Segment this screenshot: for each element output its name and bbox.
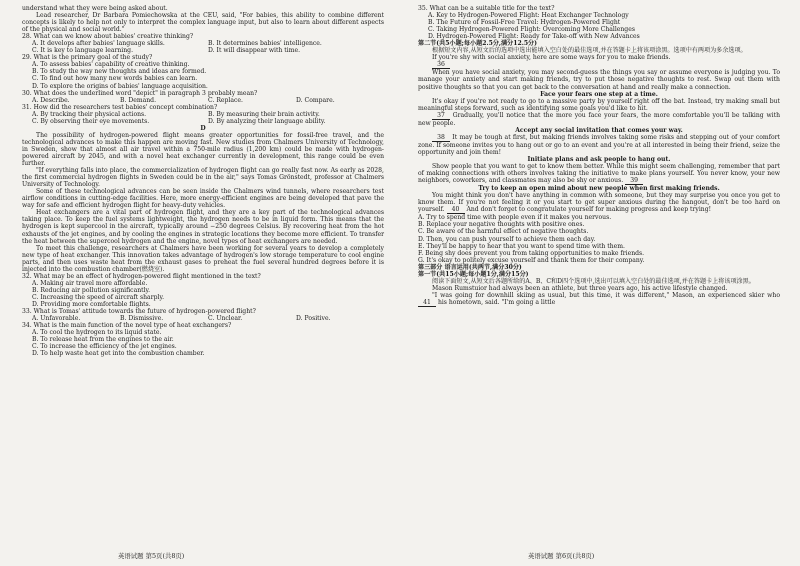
paragraph: Lead researcher, Dr Barbara Pomiechowska at the CEU, said, "For babies, this ability to combine different concepts is likely to help not only to interpret the complex language input, but also to learn about different aspects of the physical and social world." [22, 12, 384, 34]
options-row [22, 315, 384, 322]
right-column [418, 5, 780, 307]
paragraph-text: And don't forget to congratulate yourself for making progress and keep trying! [466, 206, 712, 214]
option: D. Compare. [296, 96, 335, 104]
passage-letter: D [200, 124, 206, 132]
option: A. To cool the hydrogen to its liquid state. [32, 329, 162, 337]
option: B. Reducing air pollution significantly. [32, 286, 151, 294]
option: A. Unfavorable. [32, 315, 81, 323]
option: B. Dismissive. [120, 315, 164, 323]
paragraph: If you're shy with social anxiety, here are some ways for you to make friends. [432, 54, 671, 62]
paragraph: It's okay if you're not ready to go to a massive party by yourself right off the bat. Instead, try making small but meaningful steps forward, such as identifying some goals you'd like to hit. [418, 97, 780, 112]
option-e: E. They'll be happy to hear that you want to spend time with them. [418, 242, 625, 250]
option: D. To explore the origins of babies' language acquisition. [32, 82, 208, 90]
question-29: 29. What is the primary goal of the study? [22, 54, 153, 62]
option: C. It is key to language learning. [32, 47, 134, 55]
question-31: 31. How did the researchers test babies' concept combination? [22, 103, 218, 111]
question-33: 33. What is Tomas' attitude towards the future of hydrogen-powered flight? [22, 308, 256, 316]
option: B. By measuring their brain activity. [208, 110, 320, 118]
paragraph: understand what they were being asked about. [22, 5, 168, 12]
part-heading: 第三部分 语言运用(共两节,满分30分) [418, 263, 522, 271]
option: C. Replace. [208, 96, 243, 104]
paragraph-text: "I was going for downhill skiing as usual, but this time, it was different," Mason, an experienced skier who [432, 291, 780, 299]
option: B. To release heat from the engines to the air. [32, 336, 174, 344]
paragraph [418, 134, 780, 156]
option: B. The Future of Fossil-Free Travel: Hydrogen-Powered Flight [428, 19, 621, 27]
option: A. Making air travel more affordable. [32, 279, 148, 287]
instructions: 阅读下面短文,从短文后各题所给的A、B、C和D四个选项中,选出可以填入空白处的最佳选项,并在答题卡上将该项涂黑。 [432, 277, 755, 285]
option-f: F. Being shy does prevent you from taking opportunities to make friends. [418, 249, 645, 257]
subheading: Try to keep an open mind about new people when first making friends. [478, 185, 720, 193]
option: B. It determines babies' intelligence. [208, 40, 322, 48]
question-35: 35. What can be a suitable title for the text? [418, 5, 555, 12]
paragraph-text: You might think you don't have anything in common with someone, but they may surprise you once you get to know them. If you're not feeling it or you start to get super anxious during the hangout, don't be too hard on yourself. [418, 192, 780, 214]
option: A. Describe. [32, 96, 70, 104]
option: A. By tracking their physical actions. [32, 110, 147, 118]
paragraph: Heat exchangers are a vital part of hydrogen flight, and they are a key part of the technological advances taking place. To keep the fuel systems lightweight, the hydrogen needs to be in liquid form. This means that the hydrogen is kept supercool in the aircraft, typically around −250 degrees Celsius. By recovering heat from the hot exhausts of the jet engines, and by cooling the engines in strategic locations they become more efficient. To transfer the heat between the supercool hydrogen and the engine, novel types of heat exchangers are needed. [22, 209, 384, 245]
option: D. It will disappear with time. [208, 47, 301, 55]
option-a: A. Try to spend time with people even if it makes you nervous. [418, 214, 612, 222]
question-32: 32. What may be an effect of hydrogen-powered flight mentioned in the text? [22, 272, 261, 280]
option: C. By observing their eye movements. [32, 117, 150, 125]
option: D. Hydrogen-Powered Flight: Ready for Take-off with New Advances [428, 33, 640, 41]
option: C. Increasing the speed of aircraft sharply. [32, 293, 165, 301]
options-row [22, 40, 384, 47]
options-row [22, 111, 384, 118]
option: B. To study the way new thoughts and ideas are formed. [32, 68, 207, 76]
paragraph-text: Show people that you want to get to know them better. While this might seem challenging, remember that part of making connections with others involves taking the initiative to make plans yourself. You never know, your new neighbors, coworkers, and classmates may also be shy or anxious. [418, 163, 780, 185]
paragraph [418, 163, 780, 185]
option: D. Positive. [296, 315, 331, 323]
option: C. Unclear. [208, 315, 243, 323]
option: C. Taking Hydrogen-Powered Flight: Overcoming More Challenges [428, 26, 635, 34]
paragraph: To meet this challenge, researchers at Chalmers have been working for several years to develop a completely new type of heat exchanger. This innovation takes advantage of hydrogen's low storage temperature to cool engine parts, and then uses waste heat from the exhaust gases to preheat the fuel several hundred degrees before it is injected into the combustion chamber(燃烧室). [22, 244, 384, 273]
question-30: 30. What does the underlined word "depict" in paragraph 3 probably mean? [22, 89, 258, 97]
subheading: Face your fears one step at a time. [540, 90, 658, 98]
paragraph [418, 292, 780, 307]
option: D. By analyzing their language ability. [208, 117, 326, 125]
subheading: Initiate plans and ask people to hang out. [527, 155, 671, 163]
blank-line [418, 61, 780, 69]
paragraph [418, 192, 780, 214]
left-column [22, 5, 384, 357]
paragraph-text: It may be tough at first, but making friends involves taking some risks and stepping out of your comfort zone. If someone invites you to hang out or go to an event and you're at all interested in being their friend, seize the opportunity and join them! [418, 133, 780, 156]
blank-36: 36 [432, 61, 450, 69]
options-row [22, 47, 384, 54]
option: A. Key to Hydrogen-Powered Flight: Heat Exchanger Technology [428, 12, 629, 20]
section-heading: 第一节(共15小题;每小题1分,满分15分) [418, 270, 529, 278]
blank-39: 39 [625, 177, 643, 185]
page-footer-left: 英语试题 第5页(共8页) [118, 552, 185, 560]
question-34: 34. What is the main function of the novel type of heat exchangers? [22, 322, 232, 330]
options-row [22, 97, 384, 104]
option-c: C. Be aware of the harmful effect of negative thoughts. [418, 228, 589, 236]
paragraph-text: his hometown, said. "I'm going a little [437, 298, 556, 306]
blank-37: 37 [432, 112, 450, 120]
option: D. Providing more comfortable flights. [32, 300, 151, 308]
paragraph: Mason Rumstuior had always been an athlete, but three years ago, his active lifestyle changed. [432, 284, 728, 292]
option-d: D. Then, you can push yourself to achieve them each day. [418, 235, 596, 243]
paragraph-text: Gradually, you'll notice that the more you face your fears, the more comfortable you'll be talking with new people. [418, 111, 780, 127]
option: D. To help waste heat get into the combustion chamber. [32, 350, 205, 358]
paragraph: "If everything falls into place, the commercialization of hydrogen flight can go really fast now. As early as 2028, the first commercial hydrogen flights in Sweden could be in the air," says Tomas Grönstedt, professor at Chalmers University of Technology. [22, 167, 384, 189]
blank-40: 40 [447, 206, 465, 214]
option: B. Demand. [120, 96, 157, 104]
subheading: Accept any social invitation that comes your way. [515, 126, 683, 134]
option: C. To find out how many new words babies can learn. [32, 75, 198, 83]
blank-38: 38 [432, 134, 450, 142]
instructions: 根据短文内容,从短文后的选项中选出能填入空白处的最佳选项,并在答题卡上将该项涂黑。选项中有两项为多余选项。 [432, 47, 747, 55]
question-28: 28. What can we know about babies' creative thinking? [22, 33, 194, 41]
option-g: G. It's okay to politely excuse yourself and thank them for their company. [418, 256, 645, 264]
option: A. To assess babies' capability of creative thinking. [32, 61, 190, 69]
paragraph: When you have social anxiety, you may second-guess the things you say or assume everyone is judging you. To manage your anxiety and start making friends, try to put those negative thoughts to rest. Swap out them with positive thoughts so that you can get back to the conversation at hand and really make a connection. [418, 69, 780, 91]
option-b: B. Replace your negative thoughts with positive ones. [418, 221, 585, 229]
blank-41: 41 [418, 299, 436, 307]
section-heading: 第二节(共5小题;每小题2.5分,满分12.5分) [418, 40, 538, 48]
option: A. It develops after babies' language skills. [32, 40, 165, 48]
paragraph: Some of these technological advances can be seen inside the Chalmers wind tunnels, where researchers test airflow conditions in cutting-edge facilities. Here, more energy-efficient engines are being developed that pave the way for safe and efficient hydrogen flight for heavy-duty vehicles. [22, 188, 384, 210]
page-footer-right: 英语试题 第6页(共8页) [528, 552, 595, 560]
paragraph [418, 112, 780, 127]
options-row [22, 118, 384, 125]
paragraph: The possibility of hydrogen-powered flight means greater opportunities for fossil-free travel, and the technological advances to make this happen are moving fast. New studies from Chalmers University of Technology, in Sweden, show that almost all air travel within a 750-mile radius (1,200 km) could be made with hydrogen-powered aircraft by 2045, and with a novel heat exchanger currently in development, this range could be even further. [22, 131, 384, 168]
option: C. To increase the efficiency of the jet engines. [32, 343, 177, 351]
